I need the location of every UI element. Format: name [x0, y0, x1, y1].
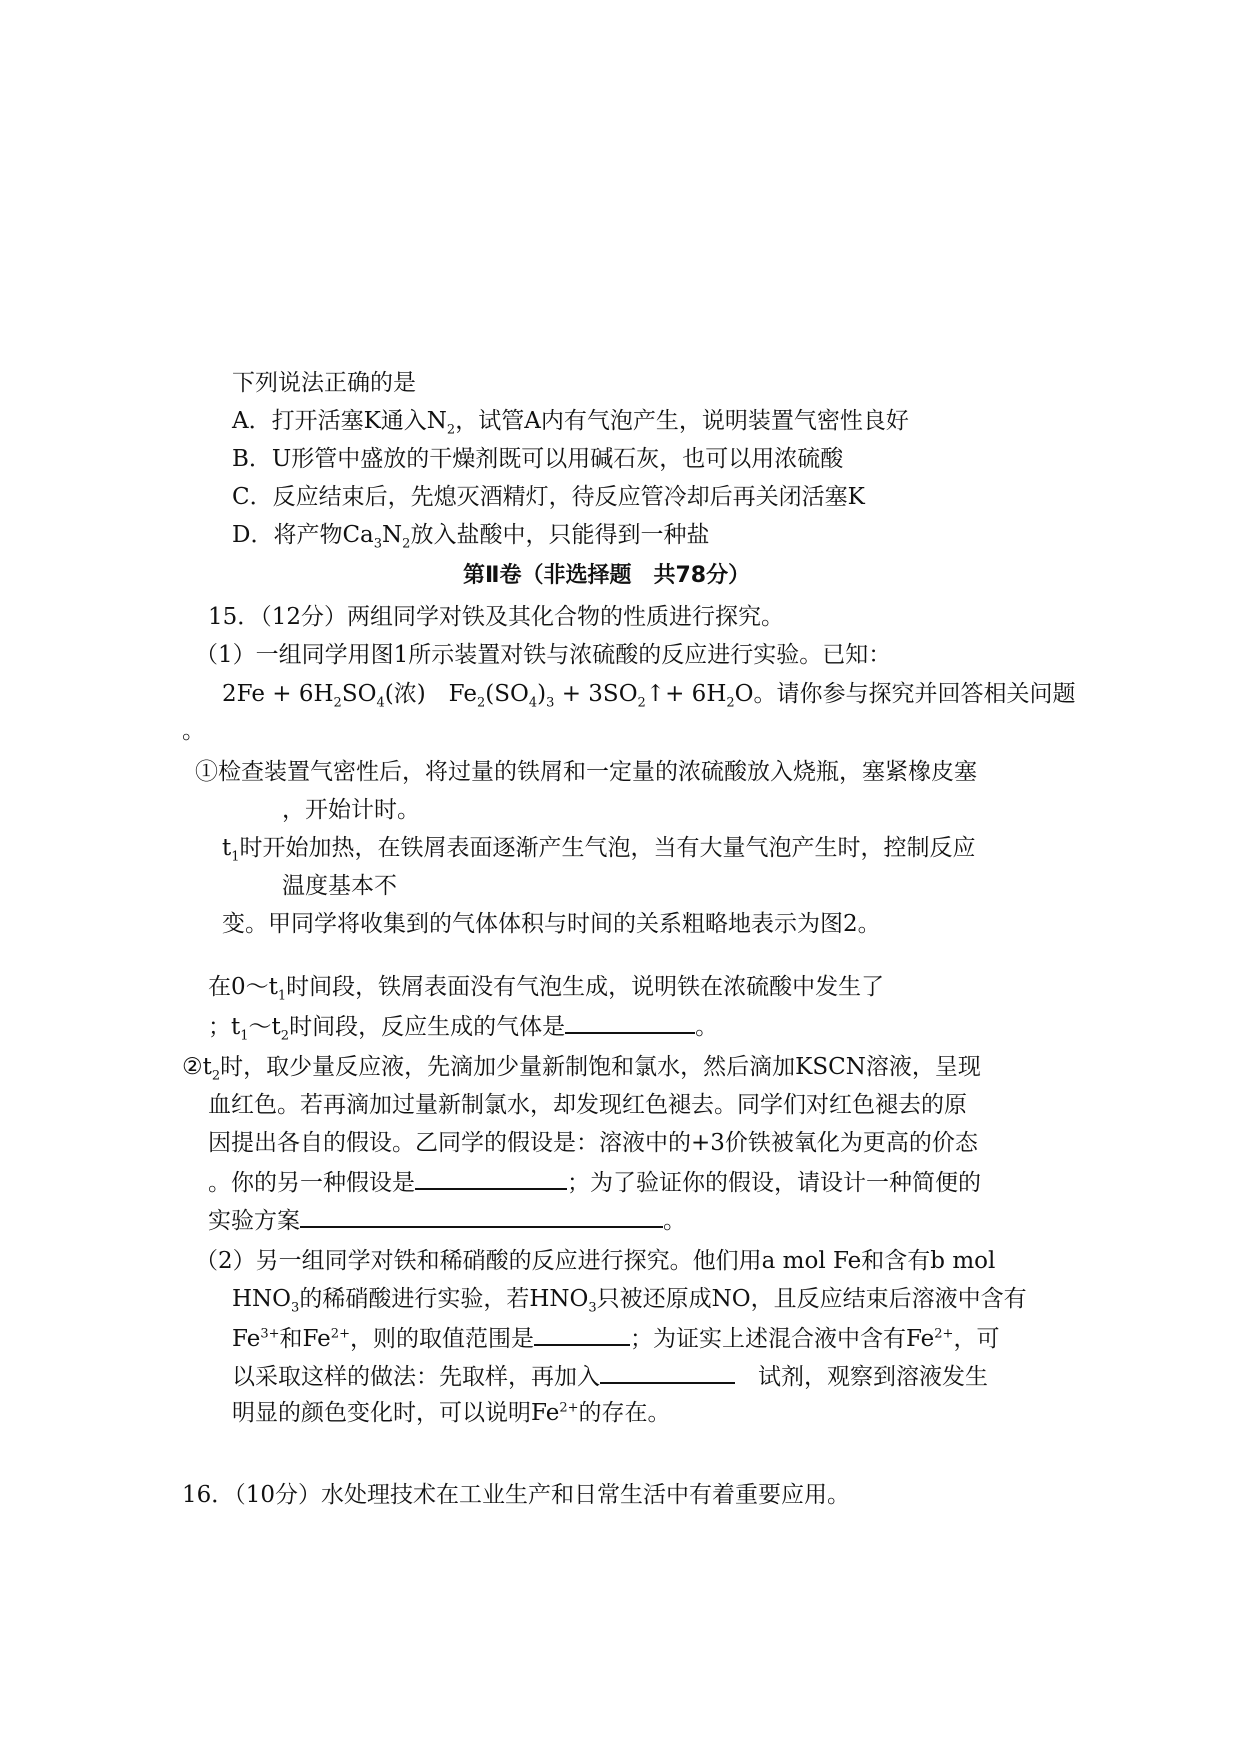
q14-option-d: D．将产物$Ca_3N_2$放入盐酸中，只能得到一种盐: [232, 522, 710, 552]
q15-step1-question: 在$0\sim t_1$时间段，铁屑表面没有气泡生成，说明铁在浓硫酸中发生了: [208, 974, 885, 1004]
q15-part2-text: （2）另一组同学对铁和稀硝酸的反应进行探究。他们用a mol Fe和含有b mol: [195, 1248, 996, 1274]
answer-blank: [565, 1010, 695, 1034]
q15-part2-text: 明显的颜色变化时，可以说明$Fe^{2+}$的存在。: [232, 1400, 671, 1426]
answer-blank: [415, 1166, 567, 1190]
q15-equation-tail: 。: [182, 718, 205, 744]
q15-reaction-equation: $2Fe + 6H_2SO_4$(浓) $Fe_2(SO_4)_3$ + $3SO_2↑+ 6H_2O$。请你参与探究并回答相关问题: [222, 681, 1076, 711]
q15-part1-intro: （1）一组同学用图1所示装置对铁与浓硫酸的反应进行实验。已知：: [195, 642, 892, 668]
answer-blank: [600, 1360, 735, 1384]
q15-step1-text: $t_1$时开始加热，在铁屑表面逐渐产生气泡，当有大量气泡产生时，控制反应: [222, 835, 976, 865]
answer-blank: [300, 1204, 663, 1228]
q15-part2-text: $HNO_3$的稀硝酸进行实验，若$HNO_3$只被还原成NO，且反应结束后溶液中含有: [232, 1286, 1027, 1316]
q15-step1-text: ①检查装置气密性后，将过量的铁屑和一定量的浓硫酸放入烧瓶，塞紧橡皮塞: [195, 759, 977, 785]
section-title: 第Ⅱ卷（非选择题 共78分）: [463, 563, 751, 588]
q14-option-c: C．反应结束后，先熄灭酒精灯，待反应管冷却后再关闭活塞K: [232, 484, 865, 510]
q15-step2-text: 血红色。若再滴加过量新制氯水，却发现红色褪去。同学们对红色褪去的原: [208, 1092, 967, 1118]
q15-step1-text: 变。甲同学将收集到的气体体积与时间的关系粗略地表示为图2。: [222, 911, 881, 937]
q15-step1-text: 温度基本不: [282, 873, 397, 899]
q14-option-a: A．打开活塞K通入$N_2$，试管A内有气泡产生，说明装置气密性良好: [232, 408, 909, 438]
q15-heading: 15．（12分）两组同学对铁及其化合物的性质进行探究。: [208, 604, 785, 630]
q15-part2-text: $Fe^{3+}$和$Fe^{2+}$，则的取值范围是 ；为证实上述混合液中含有$Fe^{2+}$，可: [232, 1322, 999, 1354]
q15-step2-text: 。你的另一种假设是 ；为了验证你的假设，请设计一种简便的: [208, 1166, 981, 1198]
q15-step1-text: ，开始计时。: [282, 797, 420, 823]
q16-heading: 16．（10分）水处理技术在工业生产和日常生活中有着重要应用。: [182, 1482, 851, 1508]
q14-option-b: B．U形管中盛放的干燥剂既可以用碱石灰，也可以用浓硫酸: [232, 446, 844, 472]
q14-stem: 下列说法正确的是: [232, 370, 416, 396]
q15-step2-text: 因提出各自的假设。乙同学的假设是：溶液中的+3价铁被氧化为更高的价态: [208, 1130, 978, 1156]
q15-step2-text: 实验方案 。: [208, 1204, 686, 1236]
answer-blank: [534, 1322, 630, 1346]
q15-step1-question: ；$t_1\sim t_2$时间段，反应生成的气体是 。: [208, 1010, 718, 1042]
q15-step2-text: $②t_2$时，取少量反应液，先滴加少量新制饱和氯水，然后滴加KSCN溶液，呈现: [182, 1054, 981, 1084]
q15-part2-text: 以采取这样的做法：先取样，再加入 试剂，观察到溶液发生: [232, 1360, 988, 1392]
